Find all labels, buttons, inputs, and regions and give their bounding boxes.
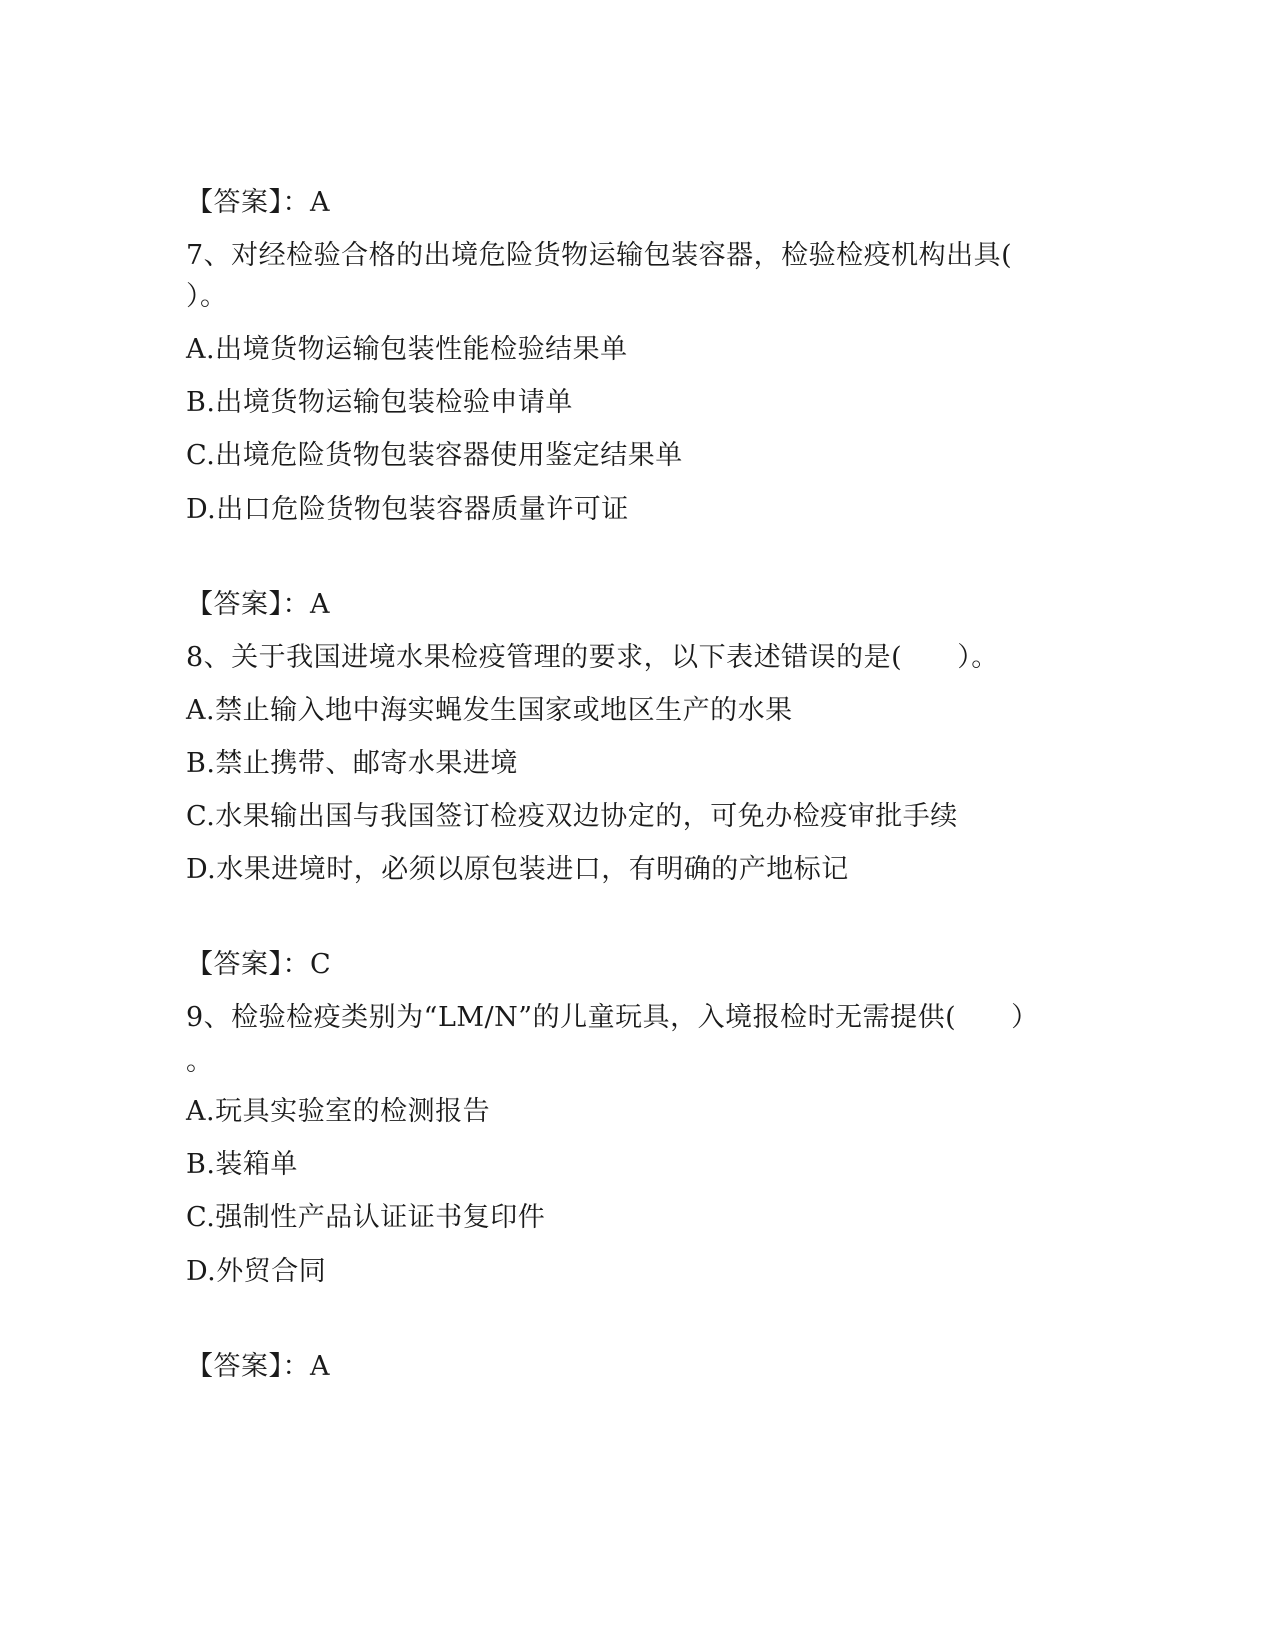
question-9-answer: 【答案】：A (186, 1351, 330, 1382)
question-7-line-2: ）。 (186, 281, 228, 312)
question-9-option-b: B.装箱单 (186, 1149, 298, 1180)
question-7-line-1: 7、对经检验合格的出境危险货物运输包装容器，检验检疫机构出具( (186, 240, 1013, 271)
question-9-option-d: D.外贸合同 (186, 1256, 327, 1287)
question-8-option-d: D.水果进境时，必须以原包装进口，有明确的产地标记 (186, 854, 849, 885)
question-8-option-c: C.水果输出国与我国签订检疫双边协定的，可免办检疫审批手续 (186, 801, 958, 832)
question-7-option-c: C.出境危险货物包装容器使用鉴定结果单 (186, 440, 683, 471)
question-9-option-a: A.玩具实验室的检测报告 (186, 1096, 491, 1127)
question-8-line-1: 8、关于我国进境水果检疫管理的要求，以下表述错误的是( ）。 (186, 642, 999, 673)
question-9-option-c: C.强制性产品认证证书复印件 (186, 1202, 546, 1233)
question-8-answer: 【答案】：C (186, 949, 332, 980)
question-7-option-d: D.出口危险货物包装容器质量许可证 (186, 494, 629, 525)
question-9-line-1: 9、检验检疫类别为“LM/N”的儿童玩具，入境报检时无需提供( ） (186, 1002, 1039, 1033)
question-7-answer: 【答案】：A (186, 589, 330, 620)
question-7-option-b: B.出境货物运输包装检验申请单 (186, 387, 573, 418)
question-8-option-b: B.禁止携带、邮寄水果进境 (186, 748, 518, 779)
answer-label: 【答案】：A (186, 187, 330, 218)
question-9-line-2: 。 (186, 1046, 214, 1077)
question-8-option-a: A.禁止输入地中海实蝇发生国家或地区生产的水果 (186, 695, 793, 726)
question-7-option-a: A.出境货物运输包装性能检验结果单 (186, 334, 628, 365)
